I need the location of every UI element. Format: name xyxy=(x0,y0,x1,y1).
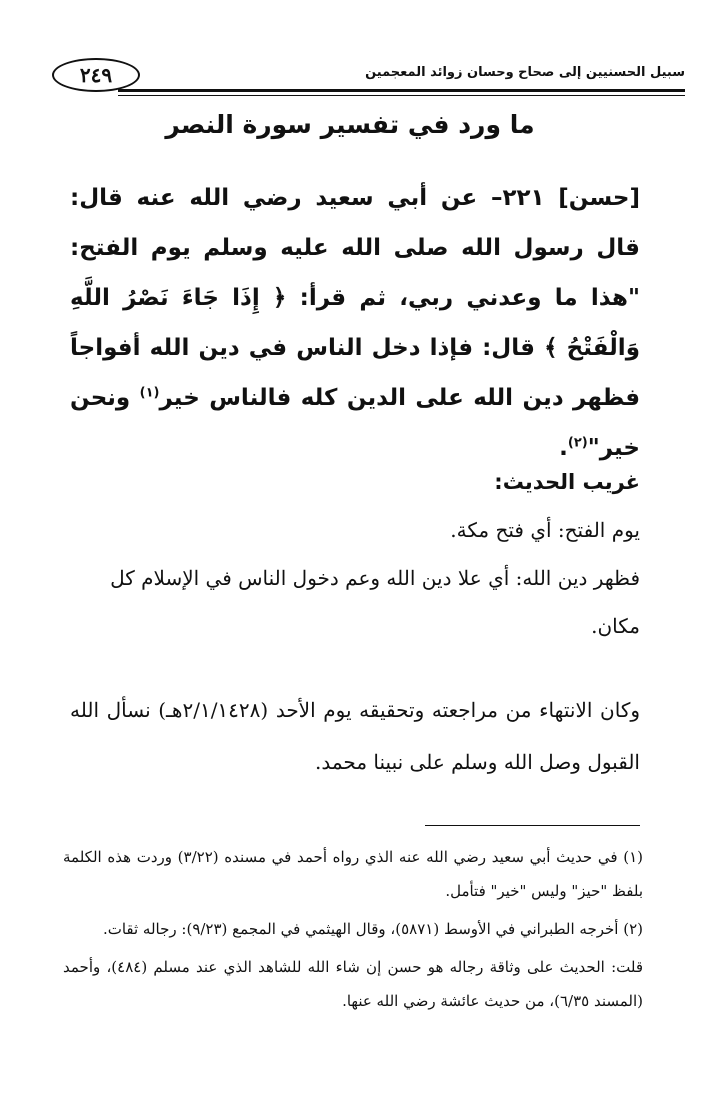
footnote-1: (١) في حديث أبي سعيد رضي الله عنه الذي رواه أحمد في مسنده (٣/٢٢) وردت هذه الكلمة بلفظ "حيز" وليس "خير" فتأمل. xyxy=(63,848,643,900)
page-number: ٢٤٩ xyxy=(52,58,140,92)
footnote-comment: قلت: الحديث على وثاقة رجاله هو حسن إن شاء الله للشاهد الذي عند مسلم (٤٨٤)، وأحمد (المسند ٦/٣٥)، من حديث عائشة رضي الله عنها. xyxy=(63,958,643,1010)
footnote-separator xyxy=(425,825,640,826)
footnote-marker-2: (٢) xyxy=(567,435,588,451)
header-rule xyxy=(118,89,685,92)
hadith-text: عن أبي سعيد رضي الله عنه قال: قال رسول الله صلى الله عليه وسلم يوم الفتح: "هذا ما وعدني ربي، ثم قرأ: ﴿ إِذَا جَاءَ نَصْرُ اللَّهِ وَالْفَتْحُ ﴾ قال: فإذا دخل الناس في دين الله أفواجاً فظهر دين الله على الدين كله فالناس خير xyxy=(70,185,641,411)
page-header xyxy=(30,50,685,100)
footnote-marker-1: (١) xyxy=(139,385,160,401)
footnote-2: (٢) أخرجه الطبراني في الأوسط (٥٨٧١)، وقال الهيثمي في المجمع (٩/٢٣): رجاله ثقات. xyxy=(102,920,643,938)
gharib-section xyxy=(70,458,640,650)
hadith-number: ٢٢١– xyxy=(490,185,545,211)
hadith-period: . xyxy=(559,435,568,461)
hadith-paragraph xyxy=(70,173,640,473)
hadith-text-end: ونحن خير" xyxy=(70,385,640,461)
footnotes xyxy=(63,840,643,1022)
gharib-entry: يوم الفتح: أي فتح مكة. xyxy=(450,518,640,542)
header-rule-thin xyxy=(118,95,685,96)
gharib-heading: غريب الحديث: xyxy=(494,470,640,494)
chapter-title: ما ورد في تفسير سورة النصر xyxy=(165,110,535,139)
hadith-grade: [حسن] xyxy=(558,185,640,211)
running-title: سبيل الحسنيين إلى صحاح وحسان زوائد المعجمين xyxy=(365,65,685,80)
closing-note: وكان الانتهاء من مراجعته وتحقيقه يوم الأحد (٢/١/١٤٢٨هـ) نسأل الله القبول وصل الله وسلم على نبينا محمد. xyxy=(70,698,640,774)
gharib-entry: فظهر دين الله: أي علا دين الله وعم دخول الناس في الإسلام كل مكان. xyxy=(110,566,640,638)
